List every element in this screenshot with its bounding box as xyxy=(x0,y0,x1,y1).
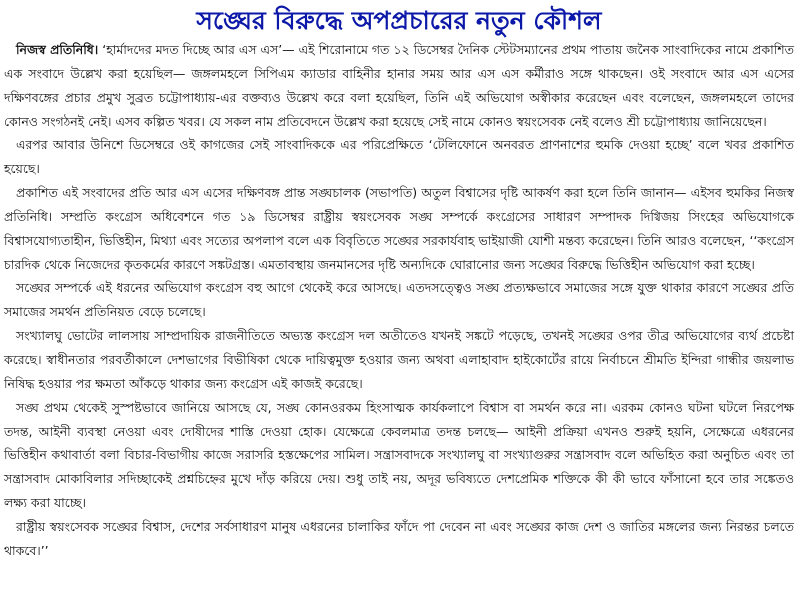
paragraph-6: সঙ্ঘ প্রথম থেকেই সুস্পষ্টভাবে জানিয়ে আসছে যে, সঙ্ঘ কোনওরকম হিংসাত্মক কার্যকলাপে বিশ্বাস বা সমর্থন করে না। এরকম কোনও ঘটনা ঘটলে নিরপেক্ষ তদন্ত, আইনী ব্যবস্থা নেওয়া এবং দোষীদের শাস্তি দেওয়া হোক। যেক্ষেত্রে কেবলমাত্র তদন্ত চলছে— আইনী প্রক্রিয়া এখনও শুরুই হয়নি, সেক্ষেত্রে এধরনের ভিত্তিহীন কথাবার্তা বলা বিচার-বিভাগীয় কাজে সরাসরি হস্তক্ষেপের সামিল। সন্ত্রাসবাদকে সংখ্যালঘু বা সংখ্যাগুরুর সন্ত্রাসবাদ বলে অভিহিত করা অনুচিত এবং তা সন্ত্রাসবাদ মোকাবিলার সদিচ্ছাকেই প্রশ্নচিহ্নের মুখে দাঁড় করিয়ে দেয়। শুধু তাই নয়, অদূর ভবিষ্যতে দেশপ্রেমিক শক্তিকে কী কী ভাবে ফাঁসানো হবে তার সঙ্কেতও লক্ষ্য করা যাচ্ছে। xyxy=(4,399,794,511)
paragraph-2: এরপর আবার উনিশে ডিসেম্বরে ওই কাগজের সেই সাংবাদিককে এর পরিপ্রেক্ষিতে ‘টেলিফোনে অনবরত প্রাণনাশের হুমকি দেওয়া হচ্ছে’ বলে খবর প্রকাশিত হয়েছে। xyxy=(4,137,794,177)
paragraph-5: সংখ্যালঘু ভোটের লালসায় সাম্প্রদায়িক রাজনীতিতে অভ্যস্ত কংগ্রেস দল অতীতেও যখনই সঙ্কটে পড়েছে, তখনই সঙ্ঘের ওপর তীব্র অভিযোগের ব্যর্থ প্রচেষ্টা করেছে। স্বাধীনতার পরবর্তীকালে দেশভাগের বিভীষিকা থেকে দায়িত্বমুক্ত হওয়ার জন্য অথবা এলাহাবাদ হাইকোর্টের রায়ে নির্বাচনে শ্রীমতি ইন্দিরা গান্ধীর জয়লাভ নিষিদ্ধ হওয়ার পর ক্ষমতা আঁকড়ে থাকার জন্য কংগ্রেস এই কাজই করেছে। xyxy=(4,328,794,391)
headline: সঙ্ঘের বিরুদ্ধে অপপ্রচারের নতুন কৌশল xyxy=(196,6,602,35)
paragraph-7: রাষ্ট্রীয় স্বয়ংসেবক সঙ্ঘের বিশ্বাস, দেশের সর্বসাধারণ মানুষ এধরনের চালাকির ফাঁদে পা দেবেন না এবং সঙ্ঘের কাজ দেশ ও জাতির মঙ্গলের জন্য নিরন্তর চলতে থাকবে।’’ xyxy=(4,518,794,558)
article-body xyxy=(4,38,794,563)
paragraph-1 xyxy=(4,38,794,133)
paragraph-1-text: ‘হার্মাদদের মদত দিচ্ছে আর এস এস’— এই শিরোনামে গত ১২ ডিসেম্বর দৈনিক স্টেটসম্যানের প্রথম পাতায় জনৈক সাংবাদিকের নামে প্রকাশিত এক সংবাদে উল্লেখ করা হয়েছিল— জঙ্গলমহলে সিপিএম ক্যাডার বাহিনীর হানার সময় আর এস এস কর্মীরাও সঙ্গে থাকছেন। ওই সংবাদে আর এস এসের দক্ষিণবঙ্গের প্রচার প্রমুখ সুব্রত চট্টোপাধ্যায়-এর বক্তব্যও উল্লেখ করে বলা হয়েছিল, তিনি এই অভিযোগ অস্বীকার করেছেন এবং বলেছেন, জঙ্গলমহলে তাদের কোনও সংগঠনই নেই। এসব কল্পিত খবর। যে সকল নাম প্রতিবেদনে উল্লেখ করা হয়েছে সেই নামে কোনও স্বয়ংসেবক নেই বলেও শ্রী চট্টোপাধ্যায় জানিয়েছেন। xyxy=(4,42,794,129)
byline: নিজস্ব প্রতিনিধি। xyxy=(16,42,99,57)
paragraph-4: সঙ্ঘের সম্পর্কে এই ধরনের অভিযোগ কংগ্রেস বহু আগে থেকেই করে আসছে। এতদসত্ত্বেও সঙ্ঘ প্রত্যক্ষভাবে সমাজের সঙ্গে যুক্ত থাকার কারণে সঙ্ঘের প্রতি সমাজের সমর্থন প্রতিনিয়ত বেড়ে চলেছে। xyxy=(4,280,794,320)
paragraph-3: প্রকাশিত এই সংবাদের প্রতি আর এস এসের দক্ষিণবঙ্গ প্রান্ত সঙ্ঘচালক (সভাপতি) অতুল বিশ্বাসের দৃষ্টি আকর্ষণ করা হলে তিনি জানান— এইসব হুমকির নিজস্ব প্রতিনিধি। সম্প্রতি কংগ্রেস অধিবেশনে গত ১৯ ডিসেম্বর রাষ্ট্রীয় স্বয়ংসেবক সঙ্ঘ সম্পর্কে কংগ্রেসের সাধারণ সম্পাদক দিগ্বিজয় সিংহের অভিযোগকে বিশ্বাসযোগ্যতাহীন, ভিত্তিহীন, মিথ্যা এবং সত্যের অপলাপ বলে এক বিবৃতিতে সঙ্ঘের সরকার্যবাহ ভাইয়াজী যোশী মন্তব্য করেছেন। তিনি আরও বলেছেন, ‘‘কংগ্রেস চারদিক থেকে নিজেদের কৃতকর্মের কারণে সঙ্কটগ্রস্ত। এমতাবস্থায় জনমানসের দৃষ্টি অন্যদিকে ঘোরানোর জন্য সঙ্ঘের বিরুদ্ধে ভিত্তিহীন অভিযোগ করা হচ্ছে। xyxy=(4,185,794,272)
